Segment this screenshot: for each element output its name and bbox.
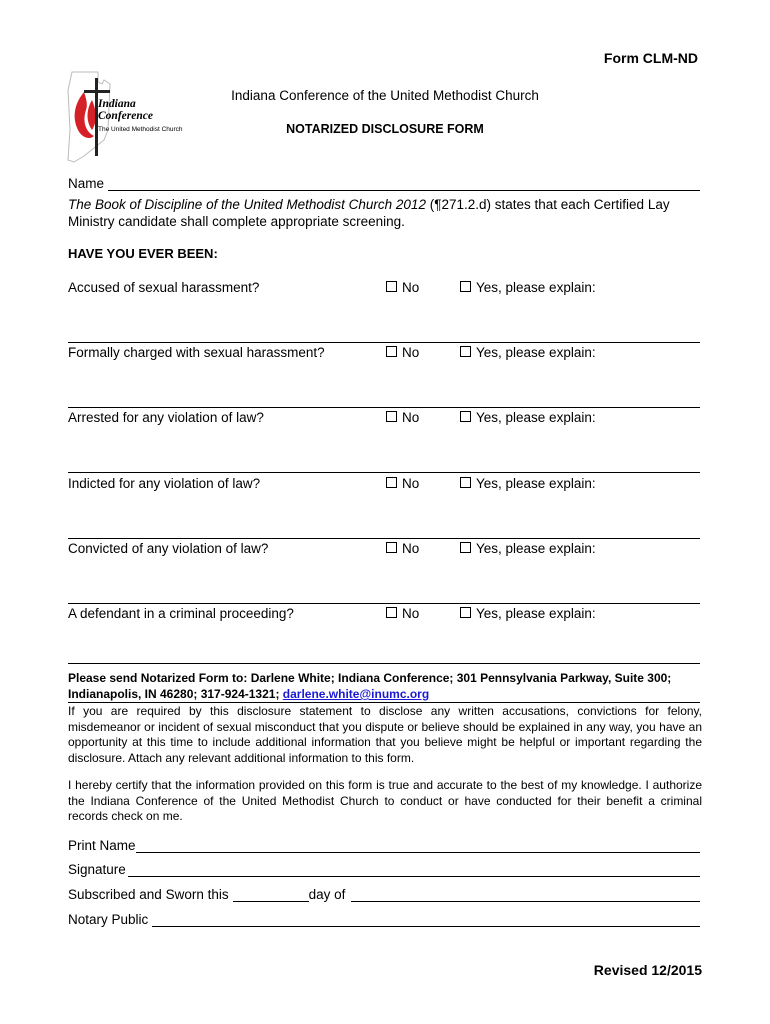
no-option[interactable]: [386, 476, 419, 491]
print-name-label: Print Name: [68, 838, 136, 853]
intro-rest: (¶271.2.d) states that each Certified Lay Ministry candidate shall complete appropriate screening.: [68, 197, 670, 229]
checkbox-icon[interactable]: [386, 346, 397, 357]
day-of-label: day of: [308, 887, 346, 902]
explain-line[interactable]: [68, 342, 700, 343]
print-name-field[interactable]: [136, 838, 700, 853]
intro-book-title: The Book of Discipline of the United Methodist Church 2012: [68, 197, 426, 212]
day-field[interactable]: [233, 887, 309, 902]
no-option[interactable]: [386, 410, 419, 425]
divider: [68, 702, 700, 703]
email-link[interactable]: darlene.white@inumc.org: [282, 687, 430, 701]
no-label: No: [402, 606, 420, 621]
yes-option[interactable]: [460, 280, 596, 295]
yes-option[interactable]: [460, 606, 596, 621]
signature-row: [68, 862, 700, 877]
explain-line[interactable]: [68, 472, 700, 473]
explain-line[interactable]: [68, 603, 700, 604]
yes-option[interactable]: [460, 345, 596, 360]
yes-label: Yes, please explain:: [476, 280, 596, 295]
question-label: Convicted of any violation of law?: [68, 541, 269, 556]
yes-option[interactable]: [460, 476, 596, 491]
checkbox-icon[interactable]: [460, 346, 471, 357]
yes-option[interactable]: [460, 410, 596, 425]
no-option[interactable]: [386, 280, 419, 295]
yes-label: Yes, please explain:: [476, 476, 596, 491]
question-row: [68, 541, 700, 561]
checkbox-icon[interactable]: [386, 411, 397, 422]
notary-label: Notary Public: [68, 912, 149, 927]
signature-field[interactable]: [128, 862, 700, 877]
no-option[interactable]: [386, 606, 419, 621]
sworn-row: [68, 887, 700, 902]
checkbox-icon[interactable]: [460, 281, 471, 292]
disclosure-paragraph: If you are required by this disclosure statement to disclose any written accusations, convictions for felony, misdemeanor or incident of sexual misconduct that you dispute or believe should be explained in any way, you have an opportunity at this time to include additional information that you believe might be helpful or important regarding the disclosure. Attach any relevant additional information to this form.: [68, 704, 702, 765]
checkbox-icon[interactable]: [386, 281, 397, 292]
question-row: [68, 606, 700, 626]
name-row: [68, 176, 700, 191]
checkbox-icon[interactable]: [460, 477, 471, 488]
no-label: No: [402, 280, 420, 295]
checkbox-icon[interactable]: [460, 542, 471, 553]
explain-line[interactable]: [68, 538, 700, 539]
checkbox-icon[interactable]: [460, 607, 471, 618]
notary-field[interactable]: [152, 912, 700, 927]
intro-text: [68, 196, 708, 230]
question-row: [68, 345, 700, 365]
certification-paragraph: I hereby certify that the information provided on this form is true and accurate to the best of my knowledge. I authorize the Indiana Conference of the United Methodist Church to conduct or have conducted for their benefit a criminal records check on me.: [68, 778, 702, 823]
notary-row: [68, 912, 700, 927]
no-label: No: [402, 541, 420, 556]
checkbox-icon[interactable]: [386, 477, 397, 488]
form-title: NOTARIZED DISCLOSURE FORM: [286, 122, 484, 136]
conference-logo: [64, 70, 183, 166]
no-label: No: [402, 410, 420, 425]
logo-text-umc: The United Methodist Church: [98, 126, 183, 133]
section-heading: HAVE YOU EVER BEEN:: [68, 246, 218, 261]
form-id: Form CLM-ND: [603, 50, 698, 66]
print-name-row: [68, 838, 700, 853]
question-label: Formally charged with sexual harassment?: [68, 345, 325, 360]
logo-text-indiana: Indiana: [98, 98, 136, 110]
organization-name: Indiana Conference of the United Methodist Church: [231, 88, 539, 103]
no-option[interactable]: [386, 345, 419, 360]
question-row: [68, 476, 700, 496]
yes-label: Yes, please explain:: [476, 410, 596, 425]
no-label: No: [402, 476, 420, 491]
checkbox-icon[interactable]: [460, 411, 471, 422]
checkbox-icon[interactable]: [386, 607, 397, 618]
signature-label: Signature: [68, 862, 126, 877]
explain-line[interactable]: [68, 407, 700, 408]
question-label: Arrested for any violation of law?: [68, 410, 264, 425]
yes-option[interactable]: [460, 541, 596, 556]
checkbox-icon[interactable]: [386, 542, 397, 553]
month-year-field[interactable]: [351, 887, 700, 902]
logo-text-conference: Conference: [98, 110, 153, 122]
name-label: Name: [68, 176, 105, 191]
question-label: A defendant in a criminal proceeding?: [68, 606, 294, 621]
name-field[interactable]: [108, 176, 700, 191]
no-option[interactable]: [386, 541, 419, 556]
send-instructions: [68, 670, 700, 702]
send-text: Please send Notarized Form to: Darlene White; Indiana Conference; 301 Pennsylvania Parkway, Suite 300; Indianapolis, IN 46280; 317-924-1321;: [68, 671, 672, 701]
yes-label: Yes, please explain:: [476, 541, 596, 556]
subscribed-label: Subscribed and Sworn this: [68, 887, 229, 902]
question-label: Accused of sexual harassment?: [68, 280, 260, 295]
question-row: [68, 410, 700, 430]
explain-line[interactable]: [68, 663, 700, 664]
question-label: Indicted for any violation of law?: [68, 476, 261, 491]
yes-label: Yes, please explain:: [476, 345, 596, 360]
yes-label: Yes, please explain:: [476, 606, 596, 621]
no-label: No: [402, 345, 420, 360]
revision-date: Revised 12/2015: [593, 962, 702, 978]
question-row: [68, 280, 700, 300]
